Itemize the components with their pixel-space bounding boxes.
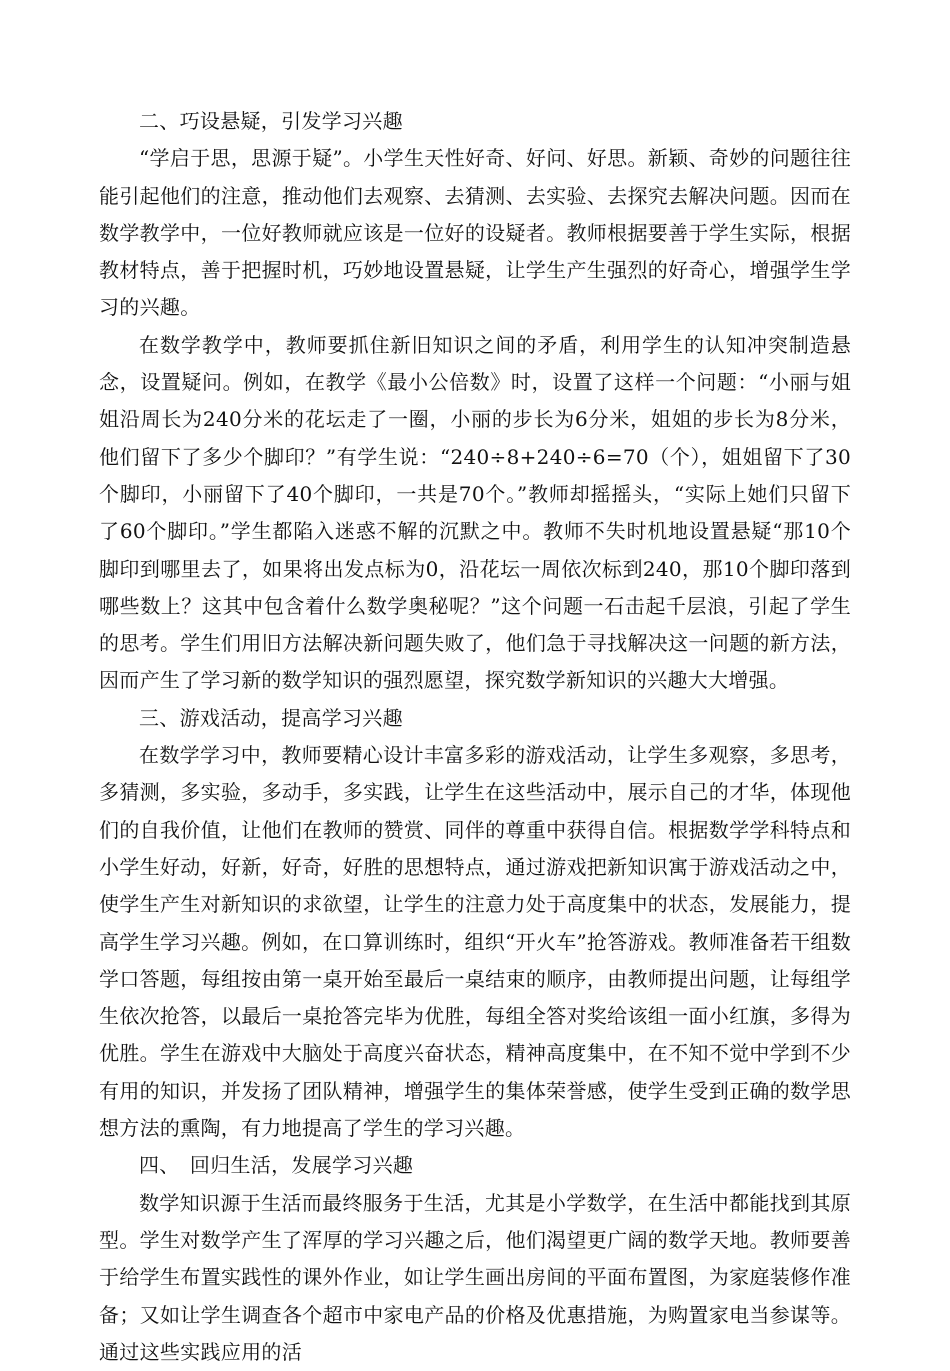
- section-heading-3: 三、游戏活动，提高学习兴趣: [139, 705, 403, 730]
- paragraph-game-activities: 在数学学习中，教师要精心设计丰富多彩的游戏活动，让学生多观察，多思考，多猜测，多实验，多动手，多实践，让学生在这些活动中，展示自己的才华，体现他们的自我价值，让他们在教师的赞赏、同伴的尊重中获得自信。根据数学学科特点和小学生好动，好新，好奇，好胜的思想特点，通过游戏把新知识寓于游戏活动之中，使学生产生对新知识的求欲望，让学生的注意力处于高度集中的状态，发展能力，提高学生学习兴趣。例如，在口算训练时，组织“开火车”抢答游戏。教师准备若干组数学口答题，每组按由第一桌开始至最后一桌结束的顺序，由教师提出问题，让每组学生依次抢答，以最后一桌抢答完毕为优胜，每组全答对奖给该组一面小红旗，多得为优胜。学生在游戏中大脑处于高度兴奋状态，精神高度集中，在不知不觉中学到不少有用的知识，并发扬了团队精神，增强学生的集体荣誉感，使学生受到正确的数学思想方法的熏陶，有力地提高了学生的学习兴趣。: [99, 743, 851, 1141]
- section-heading-4: 四、 回归生活，发展学习兴趣: [139, 1153, 414, 1178]
- paragraph-suspense-intro: “学启于思，思源于疑”。小学生天性好奇、好问、好思。新颖、奇妙的问题往往能引起他们的注意，推动他们去观察、去猜测、去实验、去探究去解决问题。因而在数学教学中，一位好教师就应该是一位好的设疑者。教师根据要善于学生实际，根据教材特点，善于把握时机，巧妙地设置悬疑，让学生产生强烈的好奇心，增强学生学习的兴趣。: [99, 146, 851, 320]
- section-heading-2: 二、巧设悬疑，引发学习兴趣: [139, 109, 403, 133]
- paragraph-return-to-life: 数学知识源于生活而最终服务于生活，尤其是小学数学，在生活中都能找到其原型。学生对数学产生了浑厚的学习兴趣之后，他们渴望更广阔的数学天地。教师要善于给学生布置实践性的课外作业，如让学生画出房间的平面布置图，为家庭装修作准备；又如让学生调查各个超市中家电产品的价格及优惠措施，为购置家电当参谋等。通过这些实践应用的活: [99, 1190, 851, 1364]
- paragraph-lcm-example: 在数学教学中，教师要抓住新旧知识之间的矛盾，利用学生的认知冲突制造悬念，设置疑问。例如，在教学《最小公倍数》时，设置了这样一个问题：“小丽与姐姐沿周长为240分米的花坛走了一圈，小丽的步长为6分米，姐姐的步长为8分米，他们留下了多少个脚印？”有学生说：“240÷8+240÷6=70（个），姐姐留下了30个脚印，小丽留下了40个脚印，一共是70个。”教师却摇摇头，“实际上她们只留下了60个脚印。”学生都陷入迷惑不解的沉默之中。教师不失时机地设置悬疑“那10个脚印到哪里去了，如果将出发点标为0，沿花坛一周依次标到240，那10个脚印落到哪些数上？这其中包含着什么数学奥秘呢？”这个问题一石击起千层浪，引起了学生的思考。学生们用旧方法解决新问题失败了，他们急于寻找解决这一问题的新方法，因而产生了学习新的数学知识的强烈愿望，探究数学新知识的兴趣大大增强。: [99, 332, 851, 693]
- document-body: [99, 103, 851, 1371]
